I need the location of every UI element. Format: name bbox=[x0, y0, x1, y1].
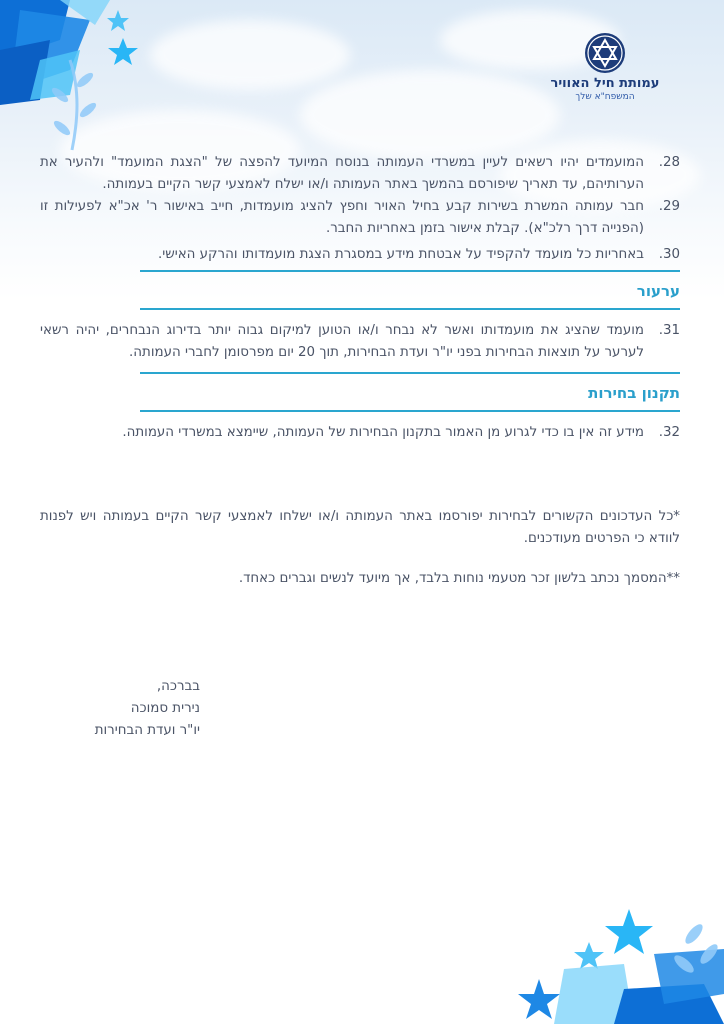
clause-item bbox=[40, 422, 680, 444]
clause-number: .31 bbox=[658, 323, 680, 338]
signature-greeting: בברכה, bbox=[156, 679, 200, 694]
clause-text: מועמד שהציג את מועמדותו ואשר לא נבחר ו/או הטוען למיקום גבוה יותר בדירוג הנבחרים, יהיה רשאי לערער על תוצאות הבחירות בפני יו"ר ועדת הבחירות, תוך 20 יום מפרסומן לחברי העמותה. bbox=[40, 323, 644, 360]
signature-block bbox=[60, 676, 200, 742]
document-body bbox=[40, 152, 680, 444]
clause-list bbox=[40, 152, 680, 266]
clause-item bbox=[40, 152, 680, 196]
clause-text: באחריות כל מועמד להקפיד על אבטחת מידע במסגרת הצגת מועמדותו והרקע האישי. bbox=[157, 247, 644, 262]
signature-role: יו"ר ועדת הבחירות bbox=[94, 723, 200, 738]
section-divider bbox=[140, 372, 680, 374]
section-divider bbox=[140, 308, 680, 310]
organization-logo bbox=[540, 32, 670, 103]
organization-tagline: המשפח"א שלך bbox=[575, 92, 635, 102]
footnotes bbox=[40, 506, 680, 590]
clause-item bbox=[40, 196, 680, 240]
clause-text: המועמדים יהיו רשאים לעיין במשרדי העמותה בנוסח המיועד להפצה של "הצגת המועמד" ולהעיר את הערותיהם, עד תאריך שיפורסם בהמשך באתר העמותה ו/או ישלח לאמצעי קשר הקיים בעמותה. bbox=[40, 155, 644, 192]
section-divider bbox=[140, 270, 680, 272]
section-title-election-rules: תקנון בחירות bbox=[588, 384, 680, 402]
section-title-appeal: ערעור bbox=[636, 282, 680, 300]
stars-decoration-bottom-right bbox=[504, 894, 724, 1024]
clause-text: חבר עמותה המשרת בשירות קבע בחיל האויר וחפץ להציג מועמדות, חייב באישור ר' אכ"א לפעילות זו (הפנייה דרך רלכ"א). קבלת אישור בזמן באחריות החבר. bbox=[40, 199, 644, 236]
stars-decoration-top-left bbox=[0, 0, 150, 160]
clause-text: מידע זה אין בו כדי לגרוע מן האמור בתקנון הבחירות של העמותה, שיימצא במשרדי העמותה. bbox=[122, 425, 644, 440]
footnote-gender: **המסמך נכתב בלשון זכר מטעמי נוחות בלבד, אך מיועד לנשים וגברים כאחד. bbox=[238, 571, 680, 586]
footnote-updates: *כל העדכונים הקשורים לבחירות יפורסמו באתר העמותה ו/או ישלחו לאמצעי קשר הקיים בעמותה ויש לפנות לוודא כי הפרטים מעודכנים. bbox=[40, 509, 680, 546]
clause-number: .32 bbox=[658, 425, 680, 440]
signature-name: נירית סמוכה bbox=[130, 701, 200, 716]
organization-name: עמותת חיל האוויר bbox=[550, 76, 660, 91]
section-divider bbox=[140, 410, 680, 412]
clause-item bbox=[40, 244, 680, 266]
clause-item bbox=[40, 320, 680, 364]
clause-number: .29 bbox=[658, 199, 680, 214]
star-of-david-emblem-icon bbox=[584, 32, 626, 74]
clause-number: .28 bbox=[658, 155, 680, 170]
clause-number: .30 bbox=[658, 247, 680, 262]
